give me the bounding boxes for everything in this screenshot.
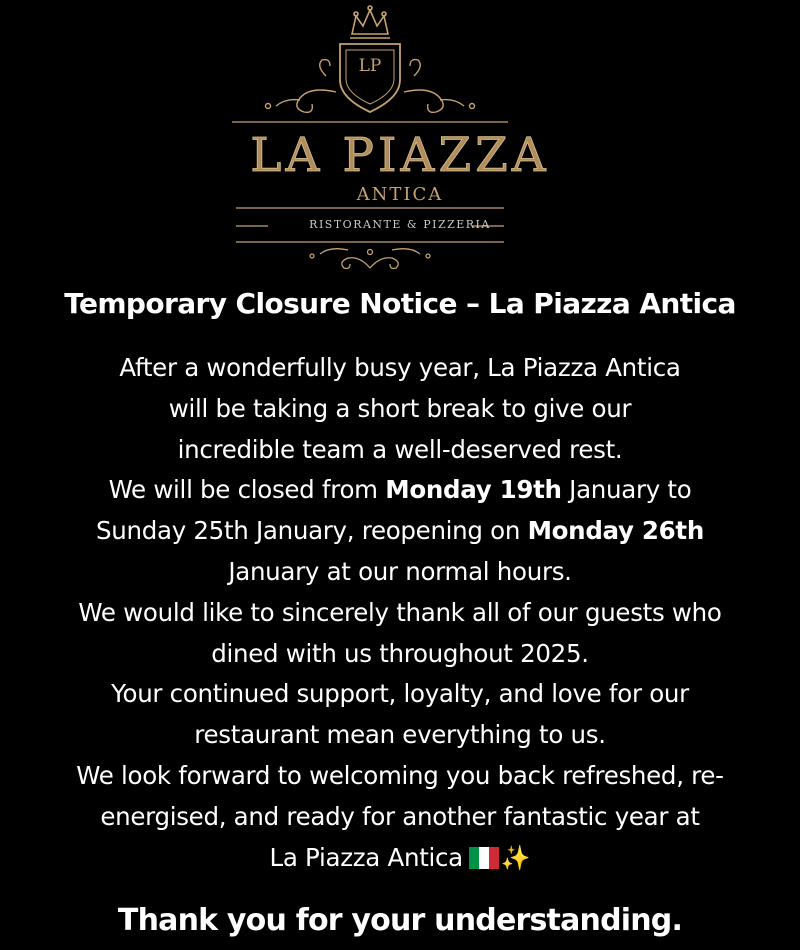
notice-body: [0, 348, 800, 878]
sparkles-icon: ✨: [500, 843, 531, 872]
closed-mid: January to: [561, 475, 692, 505]
logo-monogram: LP: [358, 56, 382, 76]
closing-line: [0, 838, 800, 879]
notice-title: Temporary Closure Notice – La Piazza Antica: [64, 287, 736, 320]
restaurant-tagline: RISTORANTE & PIZZERIA: [309, 218, 491, 231]
closure-dates-line: [0, 470, 800, 511]
body-line: will be taking a short break to give our: [168, 393, 632, 423]
crown-icon: [350, 6, 390, 38]
restaurant-name: LA PIAZZA: [250, 128, 550, 183]
closing-name: La Piazza Antica: [269, 842, 463, 872]
body-line: January at our normal hours.: [228, 556, 572, 586]
restaurant-subtitle: ANTICA: [356, 184, 444, 205]
restaurant-logo: [0, 0, 800, 280]
body-line: We would like to sincerely thank all of our guests who: [78, 597, 722, 627]
reopen-line: [0, 511, 800, 552]
body-line: After a wonderfully busy year, La Piazza Antica: [119, 353, 681, 382]
reopen-date: Monday 26th: [527, 516, 704, 546]
thanks-message: Thank you for your understanding.: [117, 903, 683, 938]
body-line: restaurant mean everything to us.: [194, 720, 606, 750]
body-line: energised, and ready for another fantastic year at: [100, 801, 700, 831]
italian-flag-icon: [469, 841, 499, 863]
body-line: Your continued support, loyalty, and love for our: [111, 679, 689, 709]
closed-to: Sunday 25th January, reopening on: [96, 516, 528, 546]
closed-from-date: Monday 19th: [385, 475, 562, 505]
closed-prefix: We will be closed from: [108, 475, 386, 505]
body-line: We look forward to welcoming you back refreshed, re-: [76, 760, 724, 790]
body-line: dined with us throughout 2025.: [211, 638, 589, 668]
bottom-flourish: [310, 249, 430, 269]
shield-icon: [340, 44, 400, 112]
body-line: incredible team a well-deserved rest.: [177, 434, 623, 464]
